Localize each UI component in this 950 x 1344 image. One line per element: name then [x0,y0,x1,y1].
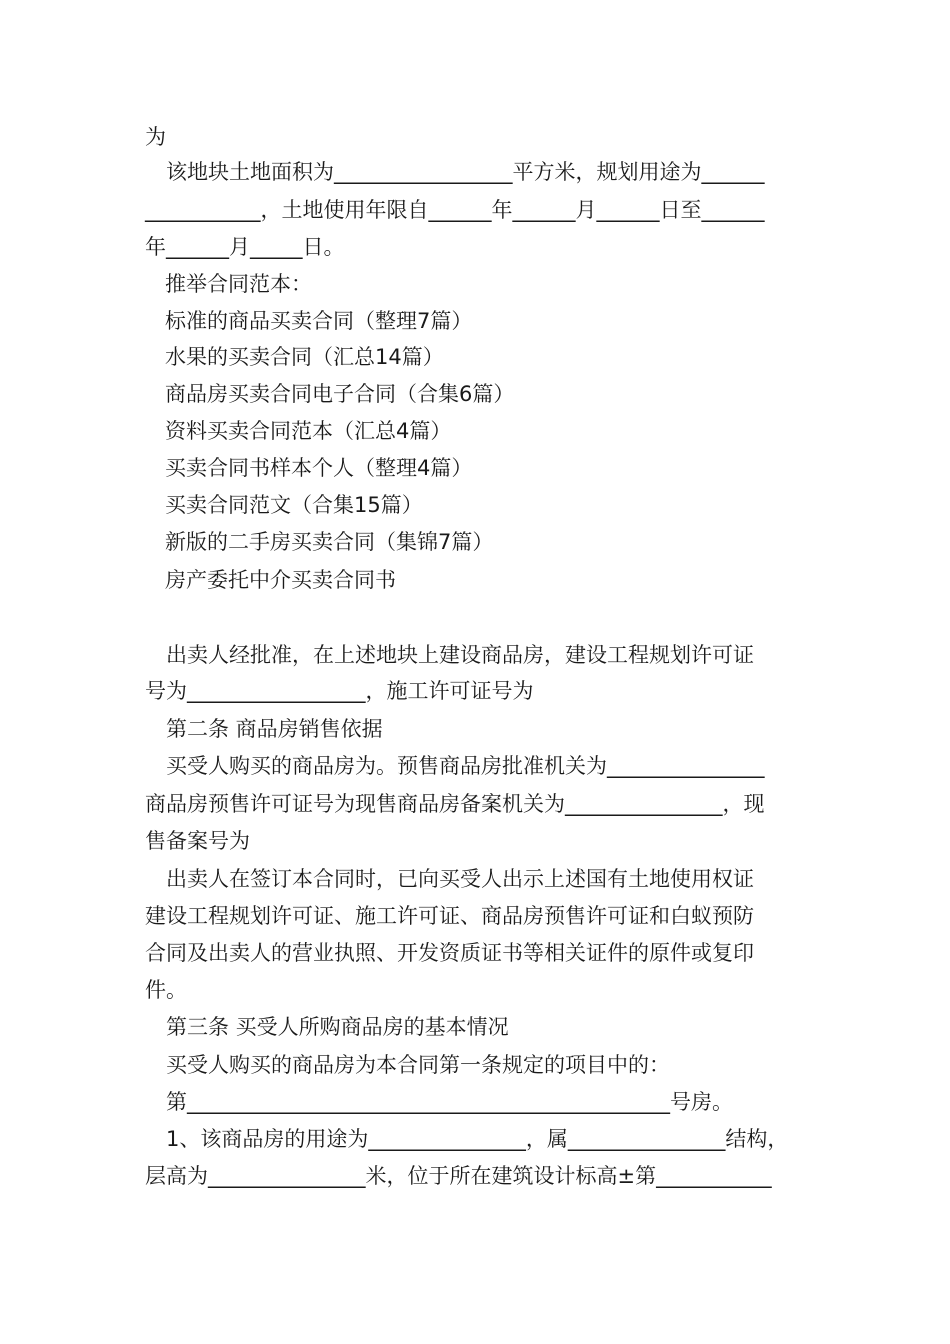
list-item: 房产委托中介买卖合同书 [165,568,396,592]
text-line: 买受人购买的商品房为。预售商品房批准机关为_______________ [166,754,765,778]
list-item: 新版的二手房买卖合同（集锦7篇） [165,530,494,554]
text-line: 层高为_______________米，位于所在建筑设计标高±第___________ [145,1164,772,1188]
section-heading: 第二条 商品房销售依据 [166,717,383,741]
text-line: 号为_________________，施工许可证号为 [145,679,534,703]
list-item: 商品房买卖合同电子合同（合集6篇） [165,382,515,406]
text-line: 售备案号为 [145,829,250,853]
list-item: 资料买卖合同范本（汇总4篇） [165,419,452,443]
text-line: 第______________________________________________号房。 [166,1090,733,1114]
list-item: 买卖合同范文（合集15篇） [165,493,423,517]
text-line: 建设工程规划许可证、施工许可证、商品房预售许可证和白蚁预防 [145,904,754,928]
text-line: 该地块土地面积为_________________平方米，规划用途为______ [166,160,765,184]
text-line: 商品房预售许可证号为现售商品房备案机关为_______________，现 [145,792,765,816]
list-item: 买卖合同书样本个人（整理4篇） [165,456,473,480]
text-line: ___________，土地使用年限自______年______月______日至______ [145,198,765,222]
text-line: 合同及出卖人的营业执照、开发资质证书等相关证件的原件或复印 [145,941,754,965]
text-line: 出卖人经批准，在上述地块上建设商品房，建设工程规划许可证 [166,643,754,667]
text-line: 买受人购买的商品房为本合同第一条规定的项目中的： [166,1053,670,1077]
text-line: 1、该商品房的用途为_______________，属_______________结构， [166,1127,789,1151]
section-heading: 第三条 买受人所购商品房的基本情况 [166,1015,509,1039]
text-line: 件。 [145,978,187,1002]
list-heading: 推举合同范本： [165,272,312,296]
text-line: 为 [145,125,166,149]
text-line: 年______月_____日。 [145,235,345,259]
text-line: 出卖人在签订本合同时，已向买受人出示上述国有土地使用权证 [166,867,754,891]
list-item: 标准的商品买卖合同（整理7篇） [165,309,473,333]
list-item: 水果的买卖合同（汇总14篇） [165,345,444,369]
